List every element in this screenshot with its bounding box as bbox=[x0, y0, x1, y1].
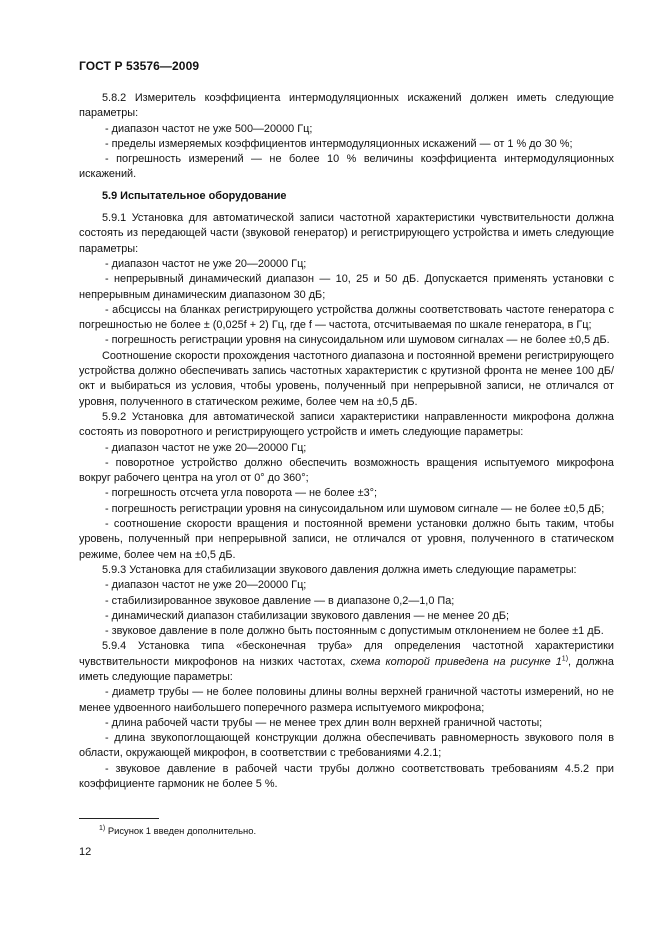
footnote-mark: 1) bbox=[99, 824, 106, 832]
list-item: - длина рабочей части трубы — не менее трех длин волн верхней граничной частоты; bbox=[105, 716, 543, 729]
footnote-marker: 1) bbox=[561, 655, 569, 663]
paragraph-5-9-4 bbox=[79, 639, 614, 685]
figure-reference: схема которой приведена на рисунке 1 bbox=[350, 655, 562, 668]
list-item: - соотношение скорости вращения и постоянной времени установки должно быть таким, чтобы уровень, полученный при непрерывной записи, не отличался от уровня, полученного в статическом режиме, более чем на ±0,5 дБ. bbox=[79, 518, 614, 561]
footnote-text: Рисунок 1 введен дополнительно. bbox=[105, 825, 257, 836]
list-item: - динамический диапазон стабилизации звукового давления — не менее 20 дБ; bbox=[105, 609, 509, 622]
list-item: - стабилизированное звуковое давление — в диапазоне 0,2—1,0 Па; bbox=[105, 594, 455, 607]
list-item: - непрерывный динамический диапазон — 10, 25 и 50 дБ. Допускается применять установки с непрерывным динамическим диапазоном 30 дБ; bbox=[79, 273, 614, 301]
paragraph: 5.8.2 Измеритель коэффициента интермодуляционных искажений должен иметь следующие параметры: bbox=[79, 92, 614, 120]
list-item: - пределы измеряемых коэффициентов интермодуляционных искажений — от 1 % до 30 %; bbox=[105, 137, 573, 150]
list-item: - длина звукопоглощающей конструкции должна обеспечивать равномерность звукового поля в области, окружающей микрофон, в соответствии с требованиями 4.2.1; bbox=[79, 732, 614, 760]
section-heading: 5.9 Испытательное оборудование bbox=[102, 189, 287, 202]
list-item: - абсциссы на бланках регистрирующего устройства должны соответствовать частоте генератора с погрешностью не более ± (0,025f + 2) Гц, где f — частота, отсчитываемая по шкале генератора, в Гц; bbox=[79, 303, 614, 332]
paragraph-tail: , должна иметь следующие параметры: bbox=[79, 655, 614, 683]
list-item: - диапазон частот не уже 20—20000 Гц; bbox=[105, 257, 307, 270]
list-item: - погрешность регистрации уровня на синусоидальном или шумовом сигналах — не более ±0,5 дБ. bbox=[105, 334, 610, 347]
paragraph: 5.9.1 Установка для автоматической записи частотной характеристики чувствительности должна состоять из передающей части (звуковой генератор) и регистрирующего устройства и иметь следующие параметры: bbox=[79, 212, 614, 255]
paragraph: 5.9.3 Установка для стабилизации звукового давления должна иметь следующие параметры: bbox=[102, 563, 577, 576]
list-item: - диапазон частот не уже 20—20000 Гц; bbox=[105, 441, 307, 454]
list-item: - звуковое давление в рабочей части трубы должно соответствовать требованиям 4.5.2 при коэффициенте гармоник не более 5 %. bbox=[79, 762, 614, 791]
list-item: - звуковое давление в поле должно быть постоянным с допустимым отклонением не более ±1 дБ. bbox=[105, 625, 604, 638]
paragraph: 5.9.2 Установка для автоматической записи характеристики направленности микрофона должна состоять из поворотного и регистрирующего устройств и иметь следующие параметры: bbox=[79, 410, 614, 439]
list-item: - диапазон частот не уже 20—20000 Гц; bbox=[105, 579, 307, 592]
page-body bbox=[79, 91, 614, 792]
list-item: - погрешность регистрации уровня на синусоидальном или шумовом сигнале — не более ±0,5 дБ; bbox=[105, 502, 605, 515]
page-number: 12 bbox=[79, 846, 92, 858]
footnote bbox=[79, 825, 634, 836]
list-item: - поворотное устройство должно обеспечить возможность вращения испытуемого микрофона вокруг рабочего центра на угол от 0° до 360°; bbox=[79, 456, 614, 485]
list-item: - погрешность измерений — не более 10 % величины коэффициента интермодуляционных искажений. bbox=[79, 153, 614, 181]
list-item: - диапазон частот не уже 500—20000 Гц; bbox=[105, 122, 313, 135]
paragraph-lead: 5.9.4 Установка типа «бесконечная труба» для определения частотной характеристики чувствительности микрофонов на низких частотах, bbox=[79, 640, 614, 668]
list-item: - погрешность отсчета угла поворота — не более ±3°; bbox=[105, 487, 378, 500]
document-header: ГОСТ Р 53576—2009 bbox=[79, 59, 200, 73]
list-item: - диаметр трубы — не более половины длины волны верхней граничной частоты измерений, но не менее удвоенного наибольшего поперечного размера испытуемого микрофона; bbox=[79, 686, 614, 714]
footnote-divider bbox=[79, 818, 159, 819]
paragraph: Соотношение скорости прохождения частотного диапазона и постоянной времени регистрирующего устройства должно обеспечивать запись частотных характеристик с крутизной фронта не менее 100 дБ/окт и выбираться из условия, чтобы уровень, полученный при непрерывной записи, не отличался от уровня, полученного в статическом режиме, более чем на ±0,5 дБ. bbox=[79, 349, 614, 408]
